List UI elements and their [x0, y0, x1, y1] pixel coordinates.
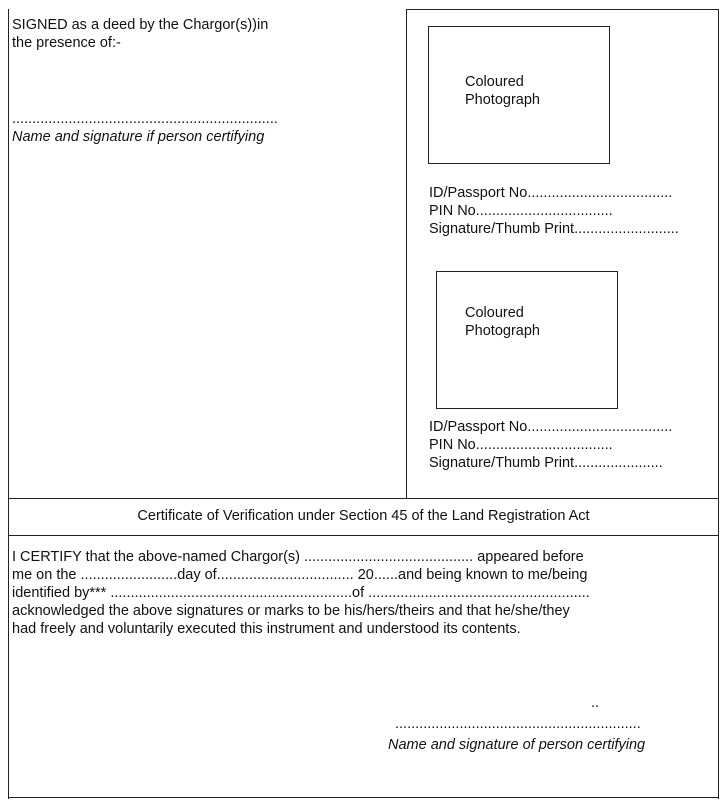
photograph-box [436, 271, 618, 409]
frame-bottom-border [8, 797, 719, 798]
section-divider-top [8, 498, 719, 499]
frame-left-border [8, 9, 9, 799]
photograph-label-line1: Coloured [465, 305, 524, 321]
certificate-line-5: had freely and voluntarily executed this instrument and understood its contents. [12, 621, 521, 637]
frame-right-border [718, 9, 719, 799]
certificate-line-1: I CERTIFY that the above-named Chargor(s) .......................................... appeared before [12, 549, 584, 565]
stray-dots-mark: .. [591, 695, 600, 711]
section-divider-bottom [8, 535, 719, 536]
frame-top-border [406, 9, 719, 10]
certifier-caption: Name and signature of person certifying [388, 737, 646, 753]
certifier-signature-line: ............................................................. [395, 716, 641, 732]
pin-field: PIN No.................................. [429, 203, 613, 219]
certificate-line-3: identified by*** ............................................................of ....................................................... [12, 585, 590, 601]
signing-heading-line2: the presence of:- [12, 35, 121, 51]
certifier-signature-line: .................................................................. [12, 111, 278, 127]
photograph-label-line2: Photograph [465, 323, 540, 339]
signature-thumb-field: Signature/Thumb Print...................... [429, 455, 663, 471]
photograph-box [428, 26, 610, 164]
certificate-title: Certificate of Verification under Section 45 of the Land Registration Act [137, 508, 590, 524]
certifier-caption: Name and signature if person certifying [12, 129, 265, 145]
photograph-label-line2: Photograph [465, 92, 540, 108]
column-divider [406, 9, 407, 498]
id-passport-field: ID/Passport No.................................... [429, 185, 673, 201]
pin-field: PIN No.................................. [429, 437, 613, 453]
signing-heading-line1: SIGNED as a deed by the Chargor(s))in [12, 17, 269, 33]
photograph-label-line1: Coloured [465, 74, 524, 90]
certificate-line-4: acknowledged the above signatures or marks to be his/hers/theirs and that he/she/they [12, 603, 570, 619]
certificate-line-2: me on the ........................day of.................................. 20......and being known to me/being [12, 567, 588, 583]
id-passport-field: ID/Passport No.................................... [429, 419, 673, 435]
signature-thumb-field: Signature/Thumb Print.......................... [429, 221, 679, 237]
